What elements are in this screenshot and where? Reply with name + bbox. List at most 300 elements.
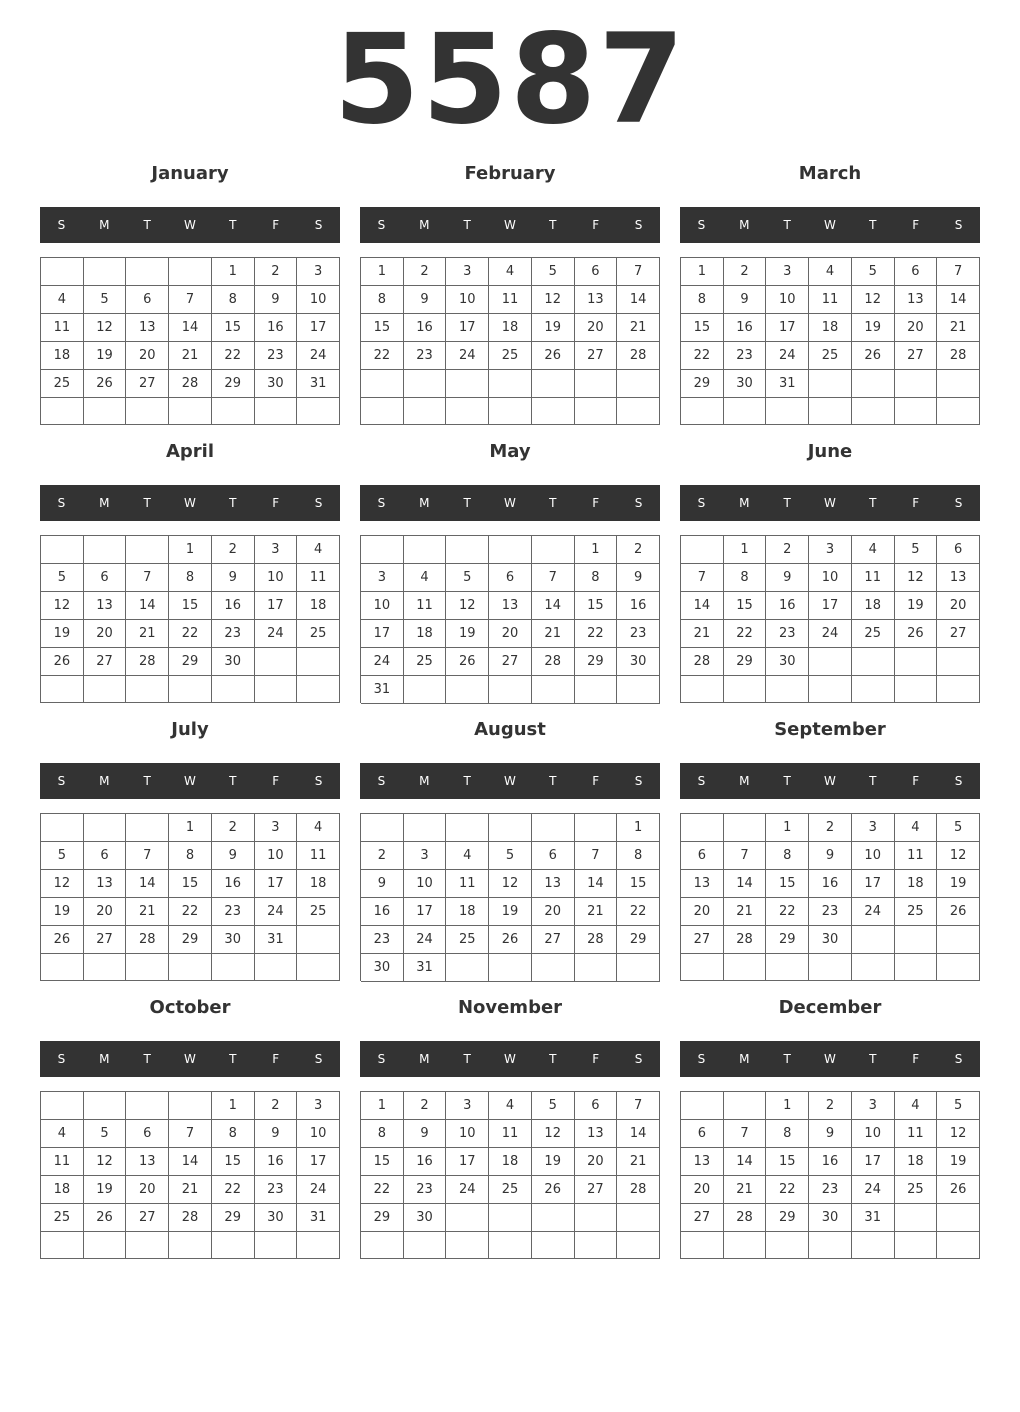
day-cell: 27: [937, 620, 980, 648]
day-cell: 4: [41, 1120, 84, 1148]
empty-day-cell: [895, 1232, 938, 1259]
day-cell: 10: [852, 1120, 895, 1148]
day-cell: 27: [84, 648, 127, 676]
weekday-label: W: [824, 774, 836, 788]
day-cell: 24: [255, 898, 298, 926]
day-cell: 9: [255, 286, 298, 314]
empty-day-cell: [404, 398, 447, 426]
day-cell: 22: [361, 342, 404, 370]
weekday-label: S: [314, 496, 323, 510]
day-cell: 17: [297, 1148, 340, 1176]
day-cell: 10: [361, 592, 404, 620]
day-cell: 28: [724, 926, 767, 954]
empty-day-cell: [41, 536, 84, 564]
empty-day-cell: [895, 676, 938, 703]
day-cell: 17: [446, 1148, 489, 1176]
empty-day-cell: [84, 258, 127, 286]
day-cell: 23: [212, 898, 255, 926]
day-cell: 14: [169, 314, 212, 342]
day-cell: 4: [41, 286, 84, 314]
day-cell: 18: [852, 592, 895, 620]
empty-day-cell: [766, 1232, 809, 1259]
day-cell: 28: [126, 648, 169, 676]
day-cell: 28: [575, 926, 618, 954]
weekday-label: T: [549, 218, 557, 232]
day-cell: 11: [809, 286, 852, 314]
day-cell: 26: [41, 926, 84, 954]
empty-day-cell: [84, 676, 127, 703]
day-cell: 25: [489, 1176, 532, 1204]
day-cell: 24: [852, 898, 895, 926]
day-cell: 10: [255, 842, 298, 870]
day-cell: 16: [724, 314, 767, 342]
weekday-label: T: [143, 1052, 151, 1066]
empty-day-cell: [489, 676, 532, 704]
day-cell: 20: [126, 1176, 169, 1204]
empty-day-cell: [126, 536, 169, 564]
month-name: November: [457, 997, 563, 1018]
weekday-label: T: [869, 1052, 877, 1066]
day-cell: 2: [809, 814, 852, 842]
month-january: [40, 160, 340, 438]
day-cell: 12: [532, 286, 575, 314]
day-cell: 22: [724, 620, 767, 648]
empty-day-cell: [852, 398, 895, 425]
month-february: [360, 160, 660, 438]
day-cell: 7: [724, 842, 767, 870]
day-cell: 5: [852, 258, 895, 286]
day-cell: 26: [532, 1176, 575, 1204]
day-cell: 3: [255, 536, 298, 564]
day-cell: 5: [84, 1120, 127, 1148]
day-cell: 4: [297, 814, 340, 842]
day-cell: 21: [532, 620, 575, 648]
month-name: September: [774, 719, 886, 740]
day-cell: 7: [575, 842, 618, 870]
day-cell: 1: [361, 258, 404, 286]
day-cell: 9: [404, 286, 447, 314]
day-cell: 5: [937, 814, 980, 842]
day-cell: 30: [809, 1204, 852, 1232]
day-cell: 27: [84, 926, 127, 954]
empty-day-cell: [446, 1232, 489, 1259]
empty-day-cell: [532, 536, 575, 564]
day-cell: 30: [212, 648, 255, 676]
day-cell: 8: [361, 1120, 404, 1148]
empty-day-cell: [84, 814, 127, 842]
day-cell: 1: [617, 814, 660, 842]
day-cell: 3: [255, 814, 298, 842]
weekday-label: W: [184, 1052, 196, 1066]
day-cell: 18: [489, 314, 532, 342]
empty-day-cell: [41, 1092, 84, 1120]
day-cell: 9: [809, 842, 852, 870]
day-cell: 25: [895, 1176, 938, 1204]
empty-day-cell: [41, 1232, 84, 1259]
day-cell: 7: [169, 286, 212, 314]
day-cell: 9: [724, 286, 767, 314]
day-cell: 23: [404, 1176, 447, 1204]
day-cell: 20: [681, 898, 724, 926]
empty-day-cell: [446, 370, 489, 398]
empty-day-cell: [617, 370, 660, 398]
weekday-label: M: [739, 496, 750, 510]
day-cell: 14: [617, 1120, 660, 1148]
day-cell: 13: [895, 286, 938, 314]
day-cell: 2: [361, 842, 404, 870]
day-cell: 31: [852, 1204, 895, 1232]
day-grid: [40, 535, 340, 703]
day-cell: 23: [255, 342, 298, 370]
weekday-label: T: [463, 218, 471, 232]
weekday-label: F: [592, 218, 600, 232]
day-cell: 25: [489, 342, 532, 370]
weekday-label: S: [697, 218, 706, 232]
day-cell: 3: [852, 814, 895, 842]
day-cell: 10: [404, 870, 447, 898]
empty-day-cell: [937, 398, 980, 425]
day-cell: 31: [404, 954, 447, 982]
weekday-label: T: [869, 496, 877, 510]
day-cell: 30: [809, 926, 852, 954]
day-cell: 4: [446, 842, 489, 870]
day-cell: 6: [489, 564, 532, 592]
empty-day-cell: [446, 676, 489, 704]
day-cell: 11: [446, 870, 489, 898]
day-cell: 4: [809, 258, 852, 286]
day-cell: 14: [617, 286, 660, 314]
month-name: April: [165, 441, 215, 462]
day-cell: 1: [169, 814, 212, 842]
empty-day-cell: [809, 398, 852, 425]
day-cell: 5: [532, 1092, 575, 1120]
day-cell: 23: [809, 1176, 852, 1204]
day-cell: 9: [617, 564, 660, 592]
day-cell: 13: [681, 870, 724, 898]
month-name: August: [474, 719, 546, 740]
day-cell: 10: [809, 564, 852, 592]
day-cell: 7: [681, 564, 724, 592]
day-cell: 25: [297, 898, 340, 926]
day-cell: 25: [895, 898, 938, 926]
day-cell: 1: [169, 536, 212, 564]
day-cell: 1: [681, 258, 724, 286]
day-cell: 24: [255, 620, 298, 648]
empty-day-cell: [361, 814, 404, 842]
day-cell: 28: [724, 1204, 767, 1232]
empty-day-cell: [169, 258, 212, 286]
empty-day-cell: [532, 1204, 575, 1232]
empty-day-cell: [766, 954, 809, 981]
day-cell: 2: [255, 258, 298, 286]
empty-day-cell: [361, 398, 404, 426]
empty-day-cell: [809, 676, 852, 703]
day-cell: 6: [681, 1120, 724, 1148]
day-cell: 31: [297, 1204, 340, 1232]
day-grid: [680, 1091, 980, 1259]
empty-day-cell: [255, 954, 298, 981]
weekday-label: M: [419, 774, 430, 788]
day-cell: 14: [724, 870, 767, 898]
day-cell: 9: [255, 1120, 298, 1148]
weekday-label: T: [229, 496, 237, 510]
empty-day-cell: [41, 258, 84, 286]
weekday-label: W: [184, 496, 196, 510]
empty-day-cell: [532, 398, 575, 426]
day-cell: 16: [212, 870, 255, 898]
day-cell: 18: [489, 1148, 532, 1176]
day-cell: 6: [84, 564, 127, 592]
empty-day-cell: [169, 954, 212, 981]
weekday-header: [680, 207, 980, 243]
empty-day-cell: [489, 1232, 532, 1259]
day-cell: 22: [766, 898, 809, 926]
empty-day-cell: [617, 1232, 660, 1259]
day-cell: 14: [532, 592, 575, 620]
day-grid: [680, 813, 980, 981]
day-cell: 14: [126, 592, 169, 620]
day-cell: 2: [617, 536, 660, 564]
day-cell: 26: [84, 1204, 127, 1232]
day-cell: 3: [361, 564, 404, 592]
day-cell: 1: [724, 536, 767, 564]
empty-day-cell: [297, 398, 340, 425]
day-cell: 18: [446, 898, 489, 926]
day-cell: 28: [532, 648, 575, 676]
day-cell: 3: [446, 1092, 489, 1120]
day-cell: 1: [766, 1092, 809, 1120]
month-name: May: [489, 441, 531, 462]
day-cell: 15: [212, 1148, 255, 1176]
weekday-label: T: [869, 218, 877, 232]
day-cell: 6: [937, 536, 980, 564]
empty-day-cell: [404, 814, 447, 842]
empty-day-cell: [255, 676, 298, 703]
day-cell: 11: [895, 1120, 938, 1148]
day-cell: 28: [617, 1176, 660, 1204]
day-cell: 10: [297, 1120, 340, 1148]
year-title: 5587: [333, 8, 687, 152]
day-cell: 11: [852, 564, 895, 592]
day-cell: 31: [297, 370, 340, 398]
day-cell: 25: [297, 620, 340, 648]
months-grid: [40, 160, 980, 1272]
day-cell: 19: [532, 1148, 575, 1176]
day-cell: 18: [895, 870, 938, 898]
day-cell: 5: [446, 564, 489, 592]
day-cell: 24: [766, 342, 809, 370]
day-cell: 30: [724, 370, 767, 398]
day-cell: 2: [404, 258, 447, 286]
weekday-label: M: [739, 218, 750, 232]
empty-day-cell: [532, 1232, 575, 1259]
month-april: [40, 438, 340, 716]
empty-day-cell: [681, 536, 724, 564]
day-cell: 21: [617, 1148, 660, 1176]
day-cell: 24: [404, 926, 447, 954]
day-cell: 7: [617, 1092, 660, 1120]
day-cell: 17: [809, 592, 852, 620]
weekday-label: F: [912, 774, 920, 788]
day-cell: 30: [766, 648, 809, 676]
day-cell: 30: [255, 370, 298, 398]
empty-day-cell: [724, 676, 767, 703]
day-grid: [680, 535, 980, 703]
weekday-label: S: [377, 218, 386, 232]
day-cell: 2: [809, 1092, 852, 1120]
weekday-label: T: [143, 218, 151, 232]
weekday-label: S: [377, 774, 386, 788]
weekday-label: T: [783, 218, 791, 232]
empty-day-cell: [852, 676, 895, 703]
day-cell: 3: [297, 258, 340, 286]
day-cell: 15: [361, 314, 404, 342]
day-cell: 21: [169, 1176, 212, 1204]
day-cell: 13: [575, 286, 618, 314]
empty-day-cell: [212, 954, 255, 981]
weekday-label: M: [419, 1052, 430, 1066]
day-cell: 30: [361, 954, 404, 982]
day-cell: 27: [895, 342, 938, 370]
empty-day-cell: [446, 954, 489, 982]
day-cell: 20: [895, 314, 938, 342]
day-grid: [360, 1091, 660, 1259]
day-cell: 22: [361, 1176, 404, 1204]
empty-day-cell: [937, 926, 980, 954]
day-cell: 26: [84, 370, 127, 398]
day-cell: 27: [681, 1204, 724, 1232]
day-cell: 8: [212, 1120, 255, 1148]
day-cell: 22: [681, 342, 724, 370]
day-cell: 24: [809, 620, 852, 648]
empty-day-cell: [852, 954, 895, 981]
day-cell: 17: [404, 898, 447, 926]
empty-day-cell: [84, 954, 127, 981]
day-cell: 20: [681, 1176, 724, 1204]
empty-day-cell: [126, 1092, 169, 1120]
empty-day-cell: [937, 648, 980, 676]
day-cell: 20: [84, 620, 127, 648]
day-cell: 24: [852, 1176, 895, 1204]
day-cell: 13: [532, 870, 575, 898]
day-cell: 1: [361, 1092, 404, 1120]
empty-day-cell: [84, 1232, 127, 1259]
day-cell: 25: [41, 370, 84, 398]
day-cell: 2: [212, 536, 255, 564]
day-cell: 3: [297, 1092, 340, 1120]
day-cell: 27: [575, 342, 618, 370]
day-cell: 4: [895, 1092, 938, 1120]
empty-day-cell: [724, 954, 767, 981]
empty-day-cell: [809, 648, 852, 676]
day-cell: 27: [681, 926, 724, 954]
day-cell: 9: [766, 564, 809, 592]
day-cell: 8: [617, 842, 660, 870]
day-cell: 7: [937, 258, 980, 286]
day-cell: 3: [809, 536, 852, 564]
empty-day-cell: [575, 814, 618, 842]
empty-day-cell: [212, 1232, 255, 1259]
day-cell: 25: [404, 648, 447, 676]
day-cell: 20: [84, 898, 127, 926]
month-june: [680, 438, 980, 716]
weekday-label: W: [504, 496, 516, 510]
day-cell: 12: [937, 1120, 980, 1148]
weekday-header: [360, 1041, 660, 1077]
weekday-header: [360, 763, 660, 799]
empty-day-cell: [681, 398, 724, 425]
day-cell: 16: [617, 592, 660, 620]
day-cell: 28: [617, 342, 660, 370]
day-cell: 17: [361, 620, 404, 648]
day-cell: 18: [404, 620, 447, 648]
weekday-label: M: [99, 218, 110, 232]
day-cell: 19: [41, 898, 84, 926]
day-cell: 9: [212, 842, 255, 870]
day-cell: 4: [489, 258, 532, 286]
day-cell: 7: [532, 564, 575, 592]
month-name: March: [798, 163, 862, 184]
day-cell: 18: [809, 314, 852, 342]
empty-day-cell: [126, 676, 169, 703]
day-cell: 28: [169, 370, 212, 398]
empty-day-cell: [617, 398, 660, 426]
empty-day-cell: [617, 1204, 660, 1232]
day-cell: 11: [489, 1120, 532, 1148]
empty-day-cell: [361, 370, 404, 398]
day-cell: 16: [766, 592, 809, 620]
day-cell: 11: [41, 1148, 84, 1176]
weekday-label: F: [592, 496, 600, 510]
weekday-label: T: [783, 496, 791, 510]
day-cell: 8: [169, 564, 212, 592]
day-cell: 26: [446, 648, 489, 676]
empty-day-cell: [297, 1232, 340, 1259]
empty-day-cell: [255, 648, 298, 676]
day-cell: 10: [446, 286, 489, 314]
empty-day-cell: [41, 954, 84, 981]
day-cell: 17: [766, 314, 809, 342]
day-cell: 20: [575, 1148, 618, 1176]
weekday-label: T: [229, 1052, 237, 1066]
empty-day-cell: [446, 814, 489, 842]
empty-day-cell: [41, 398, 84, 425]
weekday-label: F: [592, 774, 600, 788]
weekday-label: S: [314, 774, 323, 788]
weekday-header: [40, 485, 340, 521]
empty-day-cell: [575, 1232, 618, 1259]
day-cell: 3: [766, 258, 809, 286]
empty-day-cell: [852, 370, 895, 398]
weekday-header: [40, 1041, 340, 1077]
day-cell: 1: [766, 814, 809, 842]
day-cell: 4: [404, 564, 447, 592]
day-cell: 9: [404, 1120, 447, 1148]
month-name: June: [807, 441, 853, 462]
day-cell: 25: [852, 620, 895, 648]
day-cell: 27: [126, 1204, 169, 1232]
day-cell: 15: [361, 1148, 404, 1176]
day-cell: 29: [575, 648, 618, 676]
day-cell: 14: [937, 286, 980, 314]
day-cell: 16: [809, 1148, 852, 1176]
day-cell: 24: [446, 342, 489, 370]
weekday-label: S: [697, 1052, 706, 1066]
month-july: [40, 716, 340, 994]
weekday-label: S: [377, 1052, 386, 1066]
day-cell: 2: [766, 536, 809, 564]
day-grid: [360, 257, 660, 425]
